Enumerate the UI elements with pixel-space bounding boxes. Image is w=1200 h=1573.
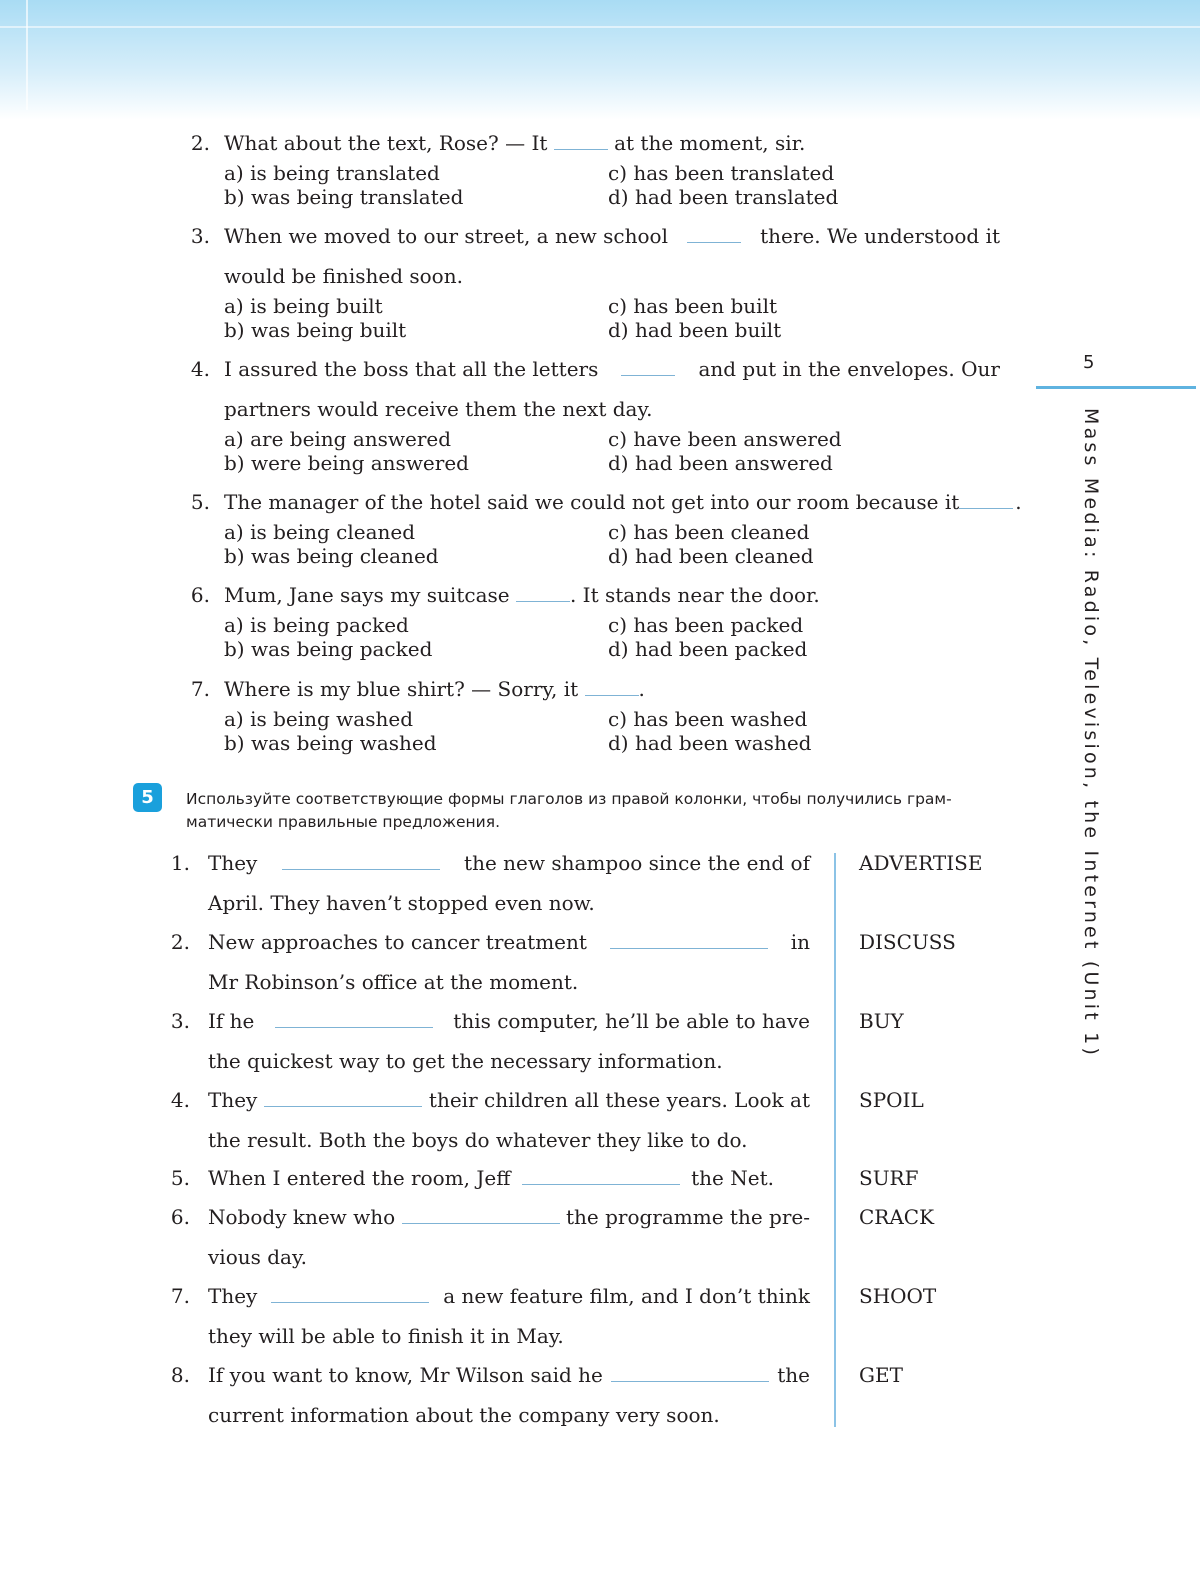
header-band	[0, 0, 1200, 120]
answer-blank[interactable]	[264, 1088, 422, 1107]
answer-blank[interactable]	[585, 677, 639, 696]
question-number: 6.	[190, 583, 210, 607]
item-continuation: Mr Robinson’s office at the moment.	[208, 970, 579, 994]
answer-blank[interactable]	[522, 1166, 680, 1185]
item-number: 7.	[170, 1284, 190, 1308]
answer-blank[interactable]	[611, 1363, 769, 1382]
question-number: 4.	[190, 357, 210, 381]
item-number: 5.	[170, 1166, 190, 1190]
option-c[interactable]: c) has been packed	[608, 613, 804, 637]
question-stem: Where is my blue shirt? — Sorry, it .	[224, 677, 645, 701]
option-d[interactable]: d) had been cleaned	[608, 544, 814, 568]
question-stem: When we moved to our street, a new school there. We understood it	[224, 224, 1000, 248]
option-b[interactable]: b) were being answered	[224, 451, 469, 475]
question-number: 3.	[190, 224, 210, 248]
answer-blank[interactable]	[554, 131, 608, 150]
item-sentence: They their children all these years. Look at	[208, 1088, 810, 1112]
option-b[interactable]: b) was being translated	[224, 185, 464, 209]
verb-prompt: BUY	[859, 1009, 904, 1033]
answer-blank[interactable]	[687, 224, 741, 243]
answer-blank[interactable]	[516, 583, 570, 602]
option-c[interactable]: c) has been washed	[608, 707, 808, 731]
item-continuation: April. They haven’t stopped even now.	[208, 891, 595, 915]
header-guide-horizontal	[0, 26, 1200, 28]
option-b[interactable]: b) was being washed	[224, 731, 437, 755]
answer-blank[interactable]	[621, 357, 675, 376]
option-d[interactable]: d) had been answered	[608, 451, 833, 475]
verb-prompt: SHOOT	[859, 1284, 937, 1308]
question-stem: The manager of the hotel said we could not get into our room because it .	[224, 490, 1022, 514]
option-a[interactable]: a) is being washed	[224, 707, 414, 731]
item-number: 8.	[170, 1363, 190, 1387]
page-number-rule	[1036, 386, 1196, 389]
verb-prompt: DISCUSS	[859, 930, 956, 954]
option-c[interactable]: c) has been translated	[608, 161, 835, 185]
verb-prompt: CRACK	[859, 1205, 935, 1229]
option-b[interactable]: b) was being cleaned	[224, 544, 439, 568]
instruction-line: матически правильные предложения.	[186, 813, 501, 831]
item-continuation: the result. Both the boys do whatever they like to do.	[208, 1128, 748, 1152]
item-continuation: vious day.	[208, 1245, 307, 1269]
verb-prompt: SPOIL	[859, 1088, 924, 1112]
question-number: 7.	[190, 677, 210, 701]
question-stem: What about the text, Rose? — It at the moment, sir.	[224, 131, 806, 155]
option-d[interactable]: d) had been washed	[608, 731, 812, 755]
item-number: 2.	[170, 930, 190, 954]
header-guide-vertical	[26, 0, 28, 110]
question-stem: I assured the boss that all the letters and put in the envelopes. Our	[224, 357, 1000, 381]
option-a[interactable]: a) is being built	[224, 294, 383, 318]
answer-blank[interactable]	[959, 490, 1013, 509]
answer-blank[interactable]	[275, 1009, 433, 1028]
option-d[interactable]: d) had been built	[608, 318, 782, 342]
question-stem: Mum, Jane says my suitcase . It stands near the door.	[224, 583, 820, 607]
item-number: 6.	[170, 1205, 190, 1229]
option-b[interactable]: b) was being packed	[224, 637, 433, 661]
running-title: Mass Media: Radio, Television, the Internet (Unit 1)	[1080, 408, 1102, 1059]
question-continuation: would be finished soon.	[224, 264, 463, 288]
option-a[interactable]: a) are being answered	[224, 427, 452, 451]
item-sentence: When I entered the room, Jeff the Net.	[208, 1166, 774, 1190]
item-sentence: New approaches to cancer treatment in	[208, 930, 810, 954]
option-a[interactable]: a) is being translated	[224, 161, 440, 185]
verb-prompt: GET	[859, 1363, 903, 1387]
question-number: 2.	[190, 131, 210, 155]
item-sentence: If you want to know, Mr Wilson said he the	[208, 1363, 810, 1387]
exercise-number-badge: 5	[133, 783, 162, 812]
answer-blank[interactable]	[610, 930, 768, 949]
item-continuation: current information about the company very soon.	[208, 1403, 720, 1427]
verb-prompt: SURF	[859, 1166, 919, 1190]
instruction-line: Используйте соответствующие формы глаголов из правой колонки, чтобы получились грам-	[186, 790, 952, 808]
item-sentence: They a new feature film, and I don’t think	[208, 1284, 810, 1308]
question-number: 5.	[190, 490, 210, 514]
item-continuation: the quickest way to get the necessary information.	[208, 1049, 723, 1073]
option-c[interactable]: c) have been answered	[608, 427, 842, 451]
answer-blank[interactable]	[271, 1284, 429, 1303]
option-c[interactable]: c) has been built	[608, 294, 778, 318]
item-number: 1.	[170, 851, 190, 875]
answer-blank[interactable]	[282, 851, 440, 870]
option-c[interactable]: c) has been cleaned	[608, 520, 810, 544]
option-b[interactable]: b) was being built	[224, 318, 407, 342]
item-sentence: They the new shampoo since the end of	[208, 851, 810, 875]
item-number: 3.	[170, 1009, 190, 1033]
column-divider	[834, 853, 836, 1427]
item-continuation: they will be able to finish it in May.	[208, 1324, 564, 1348]
item-sentence: Nobody knew who the programme the pre-	[208, 1205, 810, 1229]
question-continuation: partners would receive them the next day.	[224, 397, 653, 421]
answer-blank[interactable]	[402, 1205, 560, 1224]
item-number: 4.	[170, 1088, 190, 1112]
option-a[interactable]: a) is being packed	[224, 613, 409, 637]
option-d[interactable]: d) had been packed	[608, 637, 808, 661]
verb-prompt: ADVERTISE	[859, 851, 983, 875]
option-d[interactable]: d) had been translated	[608, 185, 839, 209]
item-sentence: If he this computer, he’ll be able to have	[208, 1009, 810, 1033]
option-a[interactable]: a) is being cleaned	[224, 520, 416, 544]
exercise-instruction	[186, 788, 1006, 834]
page-number: 5	[1083, 352, 1095, 373]
